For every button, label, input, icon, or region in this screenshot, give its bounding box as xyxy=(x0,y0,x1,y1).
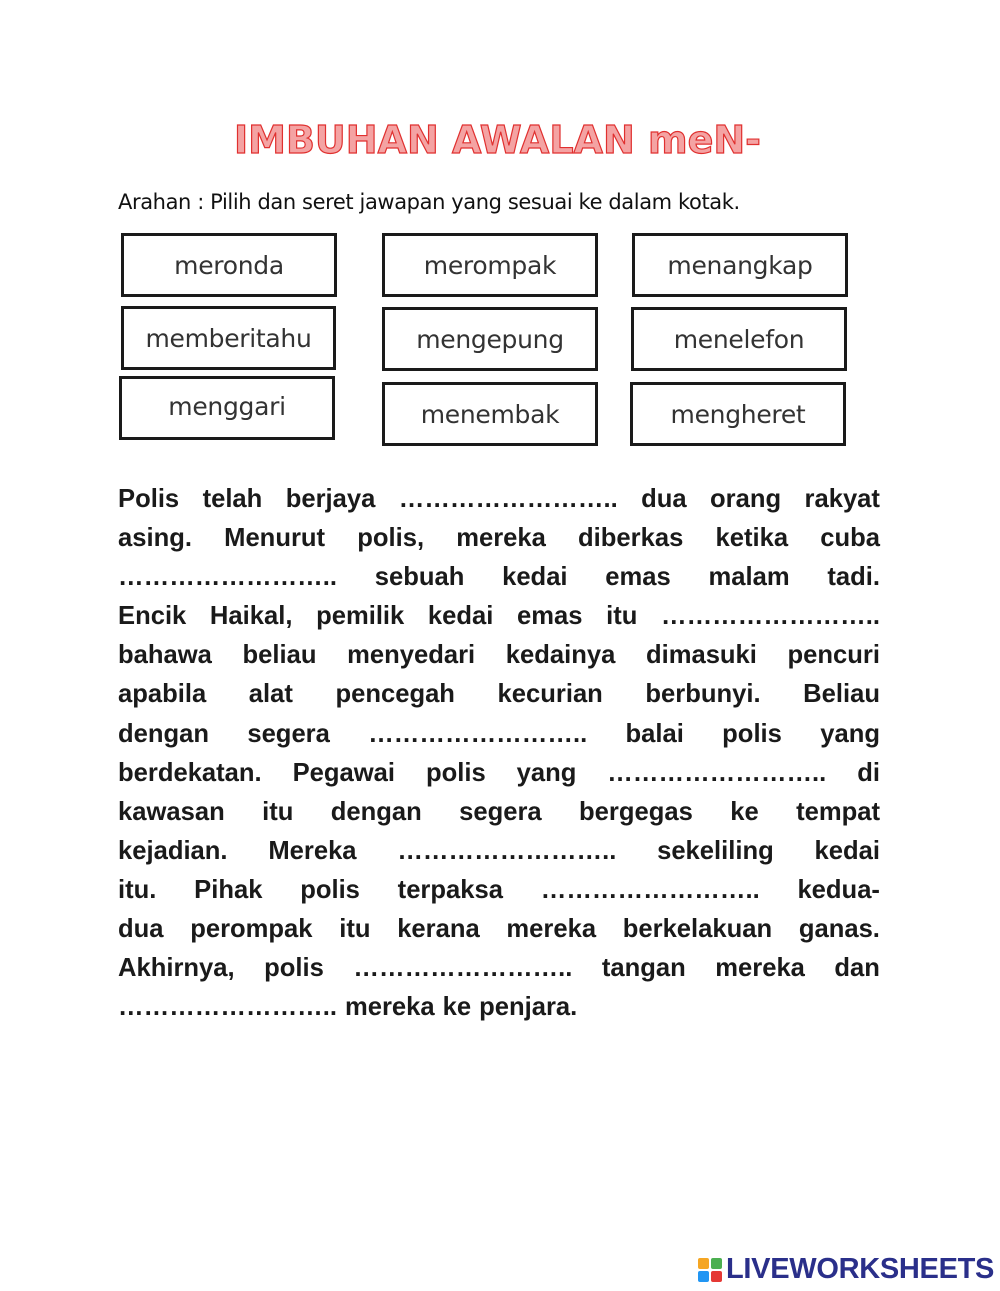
passage-line xyxy=(118,636,880,675)
passage-line xyxy=(118,871,880,910)
passage-word: ganas. xyxy=(798,915,880,944)
passage-word: dengan xyxy=(330,797,422,826)
worksheet-title: IMBUHAN AWALAN meN- xyxy=(234,118,761,162)
word-card-menelefon[interactable]: menelefon xyxy=(631,307,847,371)
passage-word: kejadian. xyxy=(118,836,228,865)
passage-word: bergegas xyxy=(579,797,693,826)
passage-word: kedua- xyxy=(797,875,880,904)
passage-word: bahawa xyxy=(118,641,212,670)
answer-blank-6[interactable]: …………………….. xyxy=(397,836,617,865)
answer-blank-9[interactable]: …………………….. xyxy=(118,993,337,1022)
passage-word: ketika xyxy=(715,524,789,553)
passage-word: Pegawai xyxy=(292,758,396,787)
word-card-menggari[interactable]: menggari xyxy=(119,376,335,440)
passage-word: dan xyxy=(834,954,880,983)
passage-line xyxy=(118,558,880,597)
passage-word: itu xyxy=(606,602,638,631)
passage-word: berdekatan. xyxy=(118,758,262,787)
passage-word: segera xyxy=(459,797,542,826)
passage-word: kedainya xyxy=(505,641,616,670)
passage-line xyxy=(118,715,880,754)
answer-blank-5[interactable]: …………………….. xyxy=(607,758,827,787)
passage-word: Akhirnya, xyxy=(118,954,235,983)
passage-word: ke xyxy=(442,993,472,1022)
passage-word: diberkas xyxy=(578,524,684,553)
passage-word: berkelakuan xyxy=(622,915,773,944)
passage-word: mereka xyxy=(456,524,546,553)
passage-line xyxy=(118,793,880,832)
word-card-meronda[interactable]: meronda xyxy=(121,233,337,297)
passage-word: balai xyxy=(625,719,684,748)
liveworksheets-logo-icon xyxy=(698,1258,722,1282)
instruction-text: Arahan : Pilih dan seret jawapan yang sesuai ke dalam kotak. xyxy=(118,190,740,214)
passage-word: emas xyxy=(516,602,583,631)
answer-blank-7[interactable]: …………………….. xyxy=(540,875,760,904)
passage-word: kecurian xyxy=(497,680,603,709)
brand-name: LIVEWORKSHEETS xyxy=(726,1253,995,1285)
word-card-mengheret[interactable]: mengheret xyxy=(630,382,846,446)
passage-word: asing. xyxy=(118,524,192,553)
passage-word: emas xyxy=(605,563,671,592)
passage-word: polis, xyxy=(357,524,425,553)
passage-word: kedai xyxy=(814,836,880,865)
passage-word: perompak xyxy=(190,915,313,944)
passage-word: itu xyxy=(262,797,294,826)
passage-word: Haikal, xyxy=(209,602,293,631)
passage-word: itu. xyxy=(118,875,157,904)
passage-line xyxy=(118,754,880,793)
logo-square-blue xyxy=(698,1271,709,1282)
passage-word: mereka xyxy=(344,993,435,1022)
passage-word: tempat xyxy=(796,797,880,826)
answer-blank-8[interactable]: …………………….. xyxy=(353,954,573,983)
logo-square-green xyxy=(711,1258,722,1269)
passage-word: Encik xyxy=(118,602,187,631)
passage-word: itu xyxy=(339,915,371,944)
passage-line xyxy=(118,910,880,949)
passage-word: alat xyxy=(248,680,293,709)
passage-word: beliau xyxy=(242,641,317,670)
passage-word: berbunyi. xyxy=(645,680,761,709)
passage-line xyxy=(118,832,880,871)
word-card-merompak[interactable]: merompak xyxy=(382,233,598,297)
word-card-menembak[interactable]: menembak xyxy=(382,382,598,446)
logo-square-orange xyxy=(698,1258,709,1269)
passage-word: Mereka xyxy=(268,836,357,865)
passage-word: dua xyxy=(118,915,164,944)
passage-word: polis xyxy=(425,758,486,787)
passage-word: Beliau xyxy=(803,680,880,709)
passage-word: malam xyxy=(708,563,790,592)
passage-word: mereka xyxy=(715,954,805,983)
passage-word: pemilik xyxy=(316,602,405,631)
passage-word: Menurut xyxy=(224,524,326,553)
passage-word: kedai xyxy=(427,602,494,631)
passage-word: kedai xyxy=(502,563,568,592)
passage-word: dengan xyxy=(118,719,210,748)
passage-word: kawasan xyxy=(118,797,225,826)
passage-word: sebuah xyxy=(374,563,465,592)
passage-word: di xyxy=(857,758,880,787)
passage-word: kerana xyxy=(397,915,480,944)
passage-word: dua xyxy=(641,485,687,513)
passage-line xyxy=(118,988,880,1027)
passage-word: polis xyxy=(300,875,360,904)
passage-word: telah xyxy=(202,485,263,513)
passage-line xyxy=(118,480,880,519)
answer-blank-3[interactable]: …………………….. xyxy=(660,602,880,631)
passage-word: orang xyxy=(710,485,782,513)
passage-word: Polis xyxy=(118,485,180,513)
passage xyxy=(118,480,880,1027)
passage-word: segera xyxy=(247,719,330,748)
passage-word: menyedari xyxy=(347,641,476,670)
passage-word: berjaya xyxy=(285,485,376,513)
passage-word: ke xyxy=(730,797,759,826)
passage-word: Pihak xyxy=(194,875,263,904)
passage-word: pencuri xyxy=(787,641,880,670)
passage-word: dimasuki xyxy=(645,641,757,670)
passage-word: mereka xyxy=(506,915,597,944)
footer-brand xyxy=(698,1253,994,1286)
logo-square-red xyxy=(711,1271,722,1282)
word-card-menangkap[interactable]: menangkap xyxy=(632,233,848,297)
word-card-mengepung[interactable]: mengepung xyxy=(382,307,598,371)
answer-blank-1[interactable]: …………………….. xyxy=(398,485,618,513)
passage-word: tadi. xyxy=(827,563,880,592)
word-card-memberitahu[interactable]: memberitahu xyxy=(121,306,336,370)
passage-line xyxy=(118,519,880,558)
passage-word: sekeliling xyxy=(657,836,774,865)
answer-blank-4[interactable]: …………………….. xyxy=(368,719,588,748)
passage-word: tangan xyxy=(601,954,686,983)
passage-word: rakyat xyxy=(804,485,880,513)
passage-word: pencegah xyxy=(335,680,455,709)
passage-word: apabila xyxy=(118,680,207,709)
passage-word: yang xyxy=(820,719,880,748)
passage-word: penjara. xyxy=(479,993,578,1022)
passage-line xyxy=(118,597,880,636)
passage-word: polis xyxy=(722,719,782,748)
passage-line xyxy=(118,675,880,714)
passage-line xyxy=(118,949,880,988)
passage-word: yang xyxy=(516,758,577,787)
answer-blank-2[interactable]: …………………….. xyxy=(118,563,337,592)
passage-word: terpaksa xyxy=(397,875,503,904)
passage-word: polis xyxy=(264,954,324,983)
passage-word: cuba xyxy=(820,524,880,553)
